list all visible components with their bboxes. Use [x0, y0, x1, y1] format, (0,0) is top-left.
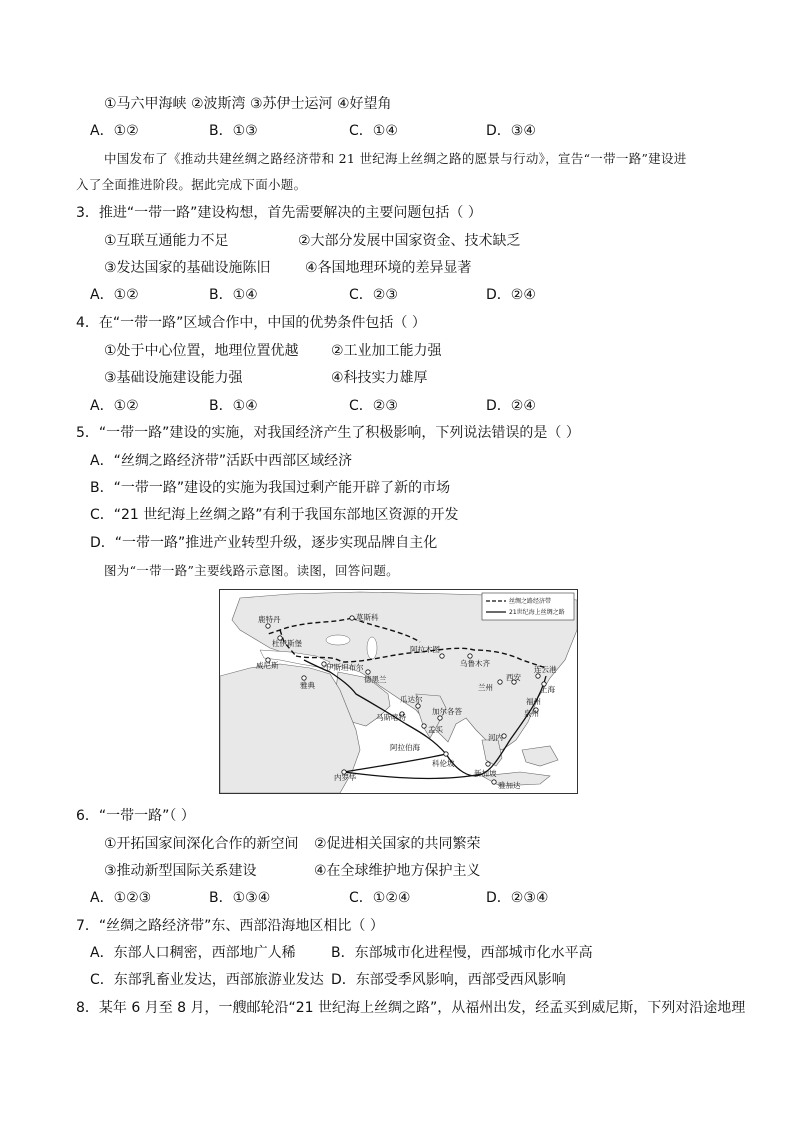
q4-option-a[interactable]: A．①②	[90, 398, 139, 414]
q2-option-b[interactable]: B．①③	[209, 123, 258, 139]
q2-option-d[interactable]: D．③④	[486, 123, 536, 139]
q4-item-2: ②工业加工能力强	[331, 343, 442, 359]
intro-paragraph-line2: 入了全面推进阶段。据此完成下面小题。	[76, 177, 307, 192]
city-label-muscat: 马斯喀特	[376, 713, 406, 722]
q6-option-a[interactable]: A．①②③	[90, 890, 152, 906]
city-label-almaty: 阿拉木图	[410, 645, 440, 654]
q7-option-c[interactable]: C．东部乳畜业发达，西部旅游业发达	[90, 972, 324, 988]
q3-item-2: ②大部分发展中国家资金、技术缺乏	[298, 233, 521, 249]
city-label-kolkata: 加尔各答	[432, 707, 462, 716]
city-label-xian: 西安	[506, 673, 521, 682]
q3-item-4: ④各国地理环境的差异显著	[305, 260, 472, 276]
q2-option-a[interactable]: A．①②	[90, 123, 139, 139]
q7-option-d[interactable]: D．东部受季风影响，西部受西风影响	[331, 972, 566, 988]
q6-item-2: ②促进相关国家的共同繁荣	[314, 836, 481, 852]
sea-label-arabian-sea: 阿拉伯海	[390, 743, 420, 752]
q7-option-b[interactable]: B．东部城市化进程慢，西部城市化水平高	[331, 945, 593, 961]
q8-stem: 8．某年 6 月至 8 月，一艘邮轮沿“21 世纪海上丝绸之路”，从福州出发，经孟买到威尼斯，下列对沿途地理	[76, 1000, 746, 1016]
city-label-fuzhou: 福州	[526, 697, 541, 706]
q3-option-d[interactable]: D．②④	[486, 287, 536, 303]
city-label-istanbul: 伊斯坦布尔	[326, 663, 364, 672]
q4-item-3: ③基础设施建设能力强	[104, 370, 243, 386]
q5-option-c[interactable]: C．“21 世纪海上丝绸之路”有利于我国东部地区资源的开发	[90, 507, 459, 523]
q6-item-3: ③推动新型国际关系建设	[104, 863, 257, 879]
q4-option-b[interactable]: B．①④	[209, 398, 258, 414]
city-label-lianyungang: 连云港	[534, 665, 557, 674]
city-label-jakarta: 雅加达	[498, 781, 521, 790]
map-svg	[220, 590, 577, 793]
city-label-moscow: 莫斯科	[356, 613, 379, 622]
city-label-venice: 威尼斯	[256, 661, 279, 670]
city-label-hanoi: 河内	[488, 733, 503, 742]
city-label-athens: 雅典	[300, 681, 315, 690]
q3-item-1: ①互联互通能力不足	[104, 233, 229, 249]
q5-option-d[interactable]: D．“一带一路”推进产业转型升级，逐步实现品牌自主化	[90, 535, 438, 551]
q6-item-4: ④在全球维护地方保护主义	[314, 863, 481, 879]
q3-item-3: ③发达国家的基础设施陈旧	[104, 260, 271, 276]
map-intro-text: 图为“一带一路”主要线路示意图。读图，回答问题。	[104, 563, 399, 578]
city-label-gwadar: 瓜达尔	[400, 695, 423, 704]
city-label-lanzhou: 兰州	[478, 683, 493, 692]
q3-option-b[interactable]: B．①④	[209, 287, 258, 303]
city-label-urumqi: 乌鲁木齐	[460, 659, 490, 668]
legend-label-belt: 丝绸之路经济带	[509, 598, 552, 605]
q5-option-a[interactable]: A．“丝绸之路经济带”活跃中西部区域经济	[90, 453, 353, 469]
q5-stem: 5．“一带一路”建设的实施，对我国经济产生了积极影响，下列说法错误的是（ ）	[76, 425, 580, 441]
q6-option-d[interactable]: D．②③④	[486, 890, 549, 906]
city-label-tehran: 德黑兰	[364, 675, 387, 684]
city-label-quanzhou: 泉州	[524, 709, 539, 718]
q3-option-c[interactable]: C．②③	[349, 287, 398, 303]
q4-stem: 4．在“一带一路”区域合作中，中国的优势条件包括（ ）	[76, 315, 426, 331]
q2-items: ①马六甲海峡 ②波斯湾 ③苏伊士运河 ④好望角	[104, 96, 392, 112]
q2-option-c[interactable]: C．①④	[349, 123, 398, 139]
caspian-sea	[367, 637, 377, 659]
city-label-rotterdam: 鹿特丹	[258, 615, 281, 624]
q7-stem: 7．“丝绸之路经济带”东、西部沿海地区相比（ ）	[76, 918, 384, 934]
q4-option-c[interactable]: C．②③	[349, 398, 398, 414]
q3-stem: 3．推进“一带一路”建设构想，首先需要解决的主要问题包括（ ）	[76, 205, 482, 221]
q6-option-c[interactable]: C．①②④	[349, 890, 411, 906]
q6-option-b[interactable]: B．①③④	[209, 890, 271, 906]
q4-item-4: ④科技实力雄厚	[331, 370, 428, 386]
q3-option-a[interactable]: A．①②	[90, 287, 139, 303]
city-label-mumbai: 孟买	[428, 725, 443, 734]
q6-item-1: ①开拓国家间深化合作的新空间	[104, 836, 299, 852]
legend-label-maritime: 21世纪海上丝绸之路	[509, 609, 565, 616]
city-label-shanghai: 上海	[540, 685, 555, 694]
city-label-nairobi: 内罗毕	[334, 773, 357, 782]
city-label-colombo: 科伦坡	[432, 759, 455, 768]
intro-paragraph-line1: 中国发布了《推动共建丝绸之路经济带和 21 世纪海上丝绸之路的愿景与行动》，宣告“一带一路”建设进	[104, 151, 687, 166]
q5-option-b[interactable]: B．“一带一路”建设的实施为我国过剩产能开辟了新的市场	[90, 480, 451, 496]
q7-option-a[interactable]: A．东部人口稠密，西部地广人稀	[90, 945, 296, 961]
belt-and-road-map	[219, 589, 578, 794]
q4-option-d[interactable]: D．②④	[486, 398, 536, 414]
city-label-singapore: 新加坡	[474, 769, 497, 778]
black-sea	[326, 635, 350, 645]
q6-stem: 6．“一带一路”（ ）	[76, 808, 195, 824]
city-label-duisburg: 杜伊斯堡	[272, 639, 302, 648]
q4-item-1: ①处于中心位置，地理位置优越	[104, 343, 299, 359]
